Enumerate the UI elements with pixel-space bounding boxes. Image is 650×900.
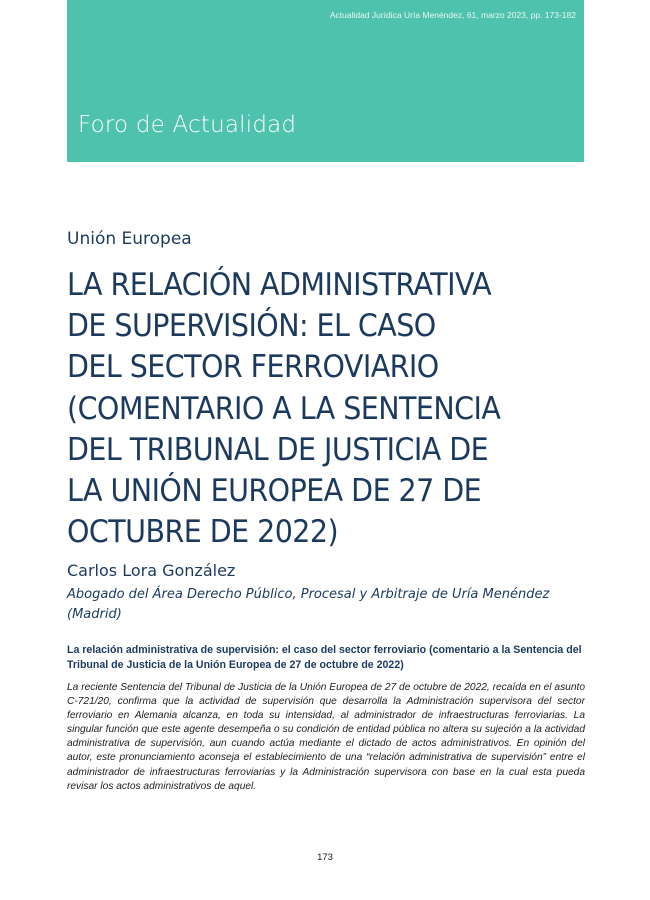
article-title-line: LA UNIÓN EUROPEA DE 27 DE: [67, 473, 482, 510]
section-title: Foro de Actualidad: [78, 112, 297, 138]
section-header-band: [67, 0, 584, 162]
author-affiliation: Abogado del Área Derecho Público, Procesal y Arbitraje de Uría Menéndez (Madrid): [67, 587, 550, 622]
article-title-line: (COMENTARIO A LA SENTENCIA: [67, 390, 501, 427]
journal-reference: Actualidad Jurídica Uría Menéndez, 61, marzo 2023, pp. 173-182: [329, 10, 576, 20]
article-title: [67, 265, 545, 553]
abstract-body: La reciente Sentencia del Tribunal de Justicia de la Unión Europea de 27 de octubre de 2022, recaída en el asunto C-721/20, confirma que la actividad de supervisión que desarrolla la Administración supervisora del sector ferroviario en Alemania alcanza, en toda su intensidad, al administrador de infraestructuras ferroviarias. La singular función que este agente desempeña o su condición de entidad pública no altera su sujeción a la actividad administrativa de supervisión, aun cuando actúa mediante el dictado de actos administrativos. En opinión del autor, este pronunciamiento aconseja el establecimiento de una “relación administrativa de supervisión” entre el administrador de infraestructuras ferroviarias y la Administración supervisora con base en la cual esta pueda revisar los actos administrativos de aquel.: [67, 682, 585, 792]
author-name: Carlos Lora González: [67, 561, 236, 580]
article-title-line: DEL SECTOR FERROVIARIO: [67, 349, 439, 386]
article-title-line: OCTUBRE DE 2022): [67, 514, 339, 551]
article-title-line: DE SUPERVISIÓN: EL CASO: [67, 308, 436, 345]
article-title-line: DEL TRIBUNAL DE JUSTICIA DE: [67, 431, 489, 468]
page-number: 173: [317, 852, 333, 863]
article-category: Unión Europea: [67, 229, 192, 249]
abstract-title: La relación administrativa de supervisión: el caso del sector ferroviario (comentario a la Sentencia del Tribunal de Justicia de la Unión Europea de 27 de octubre de 2022): [67, 644, 582, 671]
article-title-line: LA RELACIÓN ADMINISTRATIVA: [67, 267, 492, 303]
